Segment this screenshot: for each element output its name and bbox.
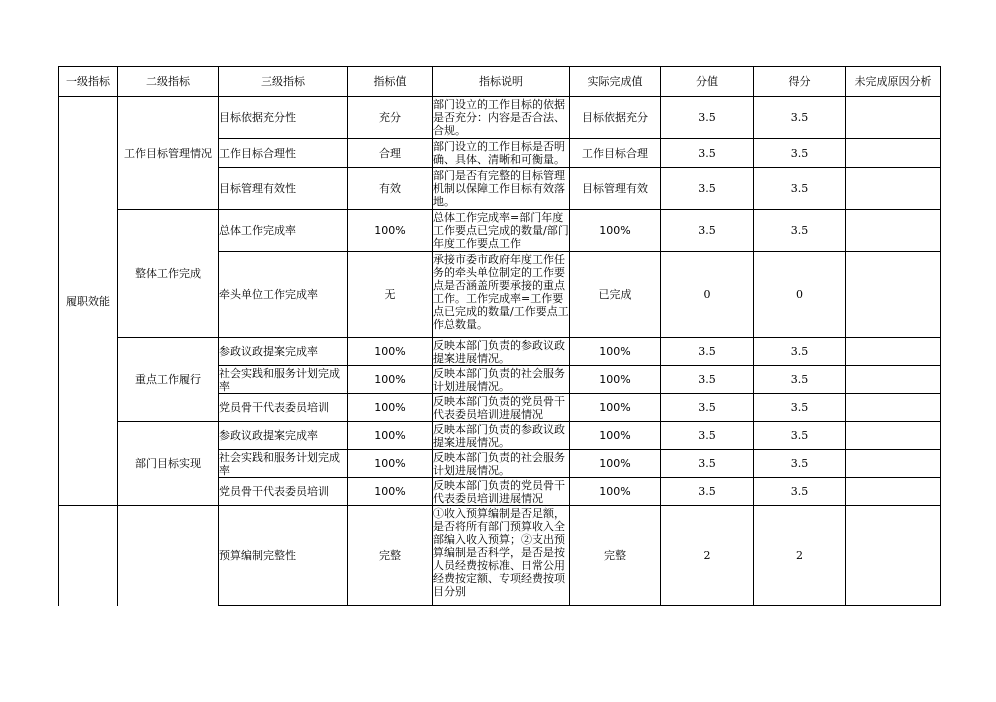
got-cell: 3.5 (754, 338, 846, 366)
indicator-cell: 参政议政提案完成率 (219, 422, 348, 450)
score-cell: 3.5 (661, 450, 754, 478)
desc-cell (433, 394, 570, 422)
desc-cell (433, 366, 570, 394)
desc-cell (433, 338, 570, 366)
desc-text: 反映本部门负责的党员骨干代表委员培训进展情况 (433, 478, 565, 505)
desc-text: ①收入预算编制是否足额，是否将所有部门预算收入全部编入收入预算；②支出预算编制是否科学，是否是按人员经费按标准、日常公用经费按定额、专项经费按项目分别 (433, 506, 565, 598)
score-cell: 3.5 (661, 394, 754, 422)
desc-cell (433, 139, 570, 168)
header-cell: 三级指标 (219, 67, 348, 97)
desc-cell (433, 450, 570, 478)
desc-cell (433, 97, 570, 139)
got-cell: 3.5 (754, 366, 846, 394)
desc-cell (433, 478, 570, 506)
indicator-cell: 目标依据充分性 (219, 97, 348, 139)
value-cell: 100% (348, 422, 433, 450)
reason-cell (846, 450, 941, 478)
reason-cell (846, 168, 941, 210)
desc-cell (433, 506, 570, 606)
table-row (59, 506, 941, 606)
indicator-cell: 党员骨干代表委员培训 (219, 478, 348, 506)
score-cell: 3.5 (661, 210, 754, 252)
indicator-cell: 社会实践和服务计划完成率 (219, 450, 348, 478)
desc-text: 部门是否有完整的目标管理机制以保障工作目标有效落地。 (433, 168, 565, 208)
actual-cell: 100% (570, 422, 661, 450)
score-cell: 3.5 (661, 422, 754, 450)
actual-cell: 完整 (570, 506, 661, 606)
desc-text: 总体工作完成率=部门年度工作要点已完成的数量/部门年度工作要点工作 (433, 210, 569, 250)
desc-text: 反映本部门负责的党员骨干代表委员培训进展情况 (433, 394, 565, 421)
value-cell: 100% (348, 450, 433, 478)
header-cell: 分值 (661, 67, 754, 97)
got-cell: 3.5 (754, 450, 846, 478)
score-cell: 2 (661, 506, 754, 606)
score-cell: 3.5 (661, 366, 754, 394)
score-cell: 3.5 (661, 97, 754, 139)
got-cell: 3.5 (754, 168, 846, 210)
score-cell: 3.5 (661, 478, 754, 506)
desc-text: 部门设立的工作目标是否明确、具体、清晰和可衡量。 (433, 139, 565, 166)
value-cell: 100% (348, 366, 433, 394)
actual-cell: 目标管理有效 (570, 168, 661, 210)
indicator-cell: 目标管理有效性 (219, 168, 348, 210)
actual-cell: 目标依据充分 (570, 97, 661, 139)
actual-cell: 工作目标合理 (570, 139, 661, 168)
desc-text: 反映本部门负责的参政议政提案进展情况。 (433, 422, 565, 449)
header-cell: 一级指标 (59, 67, 118, 97)
actual-cell: 100% (570, 478, 661, 506)
level1-cell: 履职效能 (59, 97, 118, 506)
desc-text: 部门设立的工作目标的依据是否充分：内容是否合法、合规。 (433, 97, 565, 137)
reason-cell (846, 506, 941, 606)
header-cell: 指标说明 (433, 67, 570, 97)
value-cell: 合理 (348, 139, 433, 168)
got-cell: 3.5 (754, 394, 846, 422)
got-cell: 2 (754, 506, 846, 606)
indicator-cell: 党员骨干代表委员培训 (219, 394, 348, 422)
desc-text: 反映本部门负责的社会服务计划进展情况。 (433, 366, 565, 393)
indicator-cell: 牵头单位工作完成率 (219, 252, 348, 338)
actual-cell: 100% (570, 394, 661, 422)
level2-cell: 重点工作履行 (118, 338, 219, 422)
desc-text: 反映本部门负责的社会服务计划进展情况。 (433, 450, 565, 477)
got-cell: 3.5 (754, 478, 846, 506)
header-cell: 二级指标 (118, 67, 219, 97)
desc-text: 反映本部门负责的参政议政提案进展情况。 (433, 338, 565, 365)
reason-cell (846, 338, 941, 366)
actual-cell: 100% (570, 450, 661, 478)
performance-table (58, 66, 941, 606)
indicator-cell: 总体工作完成率 (219, 210, 348, 252)
value-cell: 充分 (348, 97, 433, 139)
desc-cell (433, 422, 570, 450)
indicator-cell: 预算编制完整性 (219, 506, 348, 606)
value-cell: 无 (348, 252, 433, 338)
actual-cell: 100% (570, 210, 661, 252)
value-cell: 100% (348, 394, 433, 422)
actual-cell: 已完成 (570, 252, 661, 338)
reason-cell (846, 394, 941, 422)
value-cell: 有效 (348, 168, 433, 210)
reason-cell (846, 478, 941, 506)
desc-cell (433, 168, 570, 210)
desc-cell (433, 210, 570, 252)
indicator-cell: 参政议政提案完成率 (219, 338, 348, 366)
reason-cell (846, 366, 941, 394)
value-cell: 100% (348, 338, 433, 366)
score-cell: 3.5 (661, 139, 754, 168)
header-cell: 实际完成值 (570, 67, 661, 97)
score-cell: 3.5 (661, 168, 754, 210)
level2-cell: 整体工作完成 (118, 210, 219, 338)
level2-cell: 工作目标管理情况 (118, 97, 219, 210)
reason-cell (846, 252, 941, 338)
got-cell: 3.5 (754, 139, 846, 168)
got-cell: 3.5 (754, 210, 846, 252)
table-row (59, 97, 941, 139)
level2-cell (118, 506, 219, 606)
score-cell: 0 (661, 252, 754, 338)
got-cell: 3.5 (754, 422, 846, 450)
header-cell: 得分 (754, 67, 846, 97)
level1-cell (59, 506, 118, 606)
header-cell: 未完成原因分析 (846, 67, 941, 97)
reason-cell (846, 139, 941, 168)
indicator-cell: 工作目标合理性 (219, 139, 348, 168)
indicator-cell: 社会实践和服务计划完成率 (219, 366, 348, 394)
value-cell: 100% (348, 210, 433, 252)
table-row (59, 210, 941, 252)
value-cell: 100% (348, 478, 433, 506)
value-cell: 完整 (348, 506, 433, 606)
reason-cell (846, 422, 941, 450)
reason-cell (846, 210, 941, 252)
table-row (59, 422, 941, 450)
level2-cell: 部门目标实现 (118, 422, 219, 506)
actual-cell: 100% (570, 366, 661, 394)
actual-cell: 100% (570, 338, 661, 366)
reason-cell (846, 97, 941, 139)
table-row (59, 338, 941, 366)
got-cell: 3.5 (754, 97, 846, 139)
desc-text: 承接市委市政府年度工作任务的牵头单位制定的工作要点是否涵盖所要承接的重点工作。工作完成率=工作要点已完成的数量/工作要点工作总数量。 (433, 252, 569, 331)
header-row (59, 67, 941, 97)
desc-cell (433, 252, 570, 338)
got-cell: 0 (754, 252, 846, 338)
header-cell: 指标值 (348, 67, 433, 97)
score-cell: 3.5 (661, 338, 754, 366)
